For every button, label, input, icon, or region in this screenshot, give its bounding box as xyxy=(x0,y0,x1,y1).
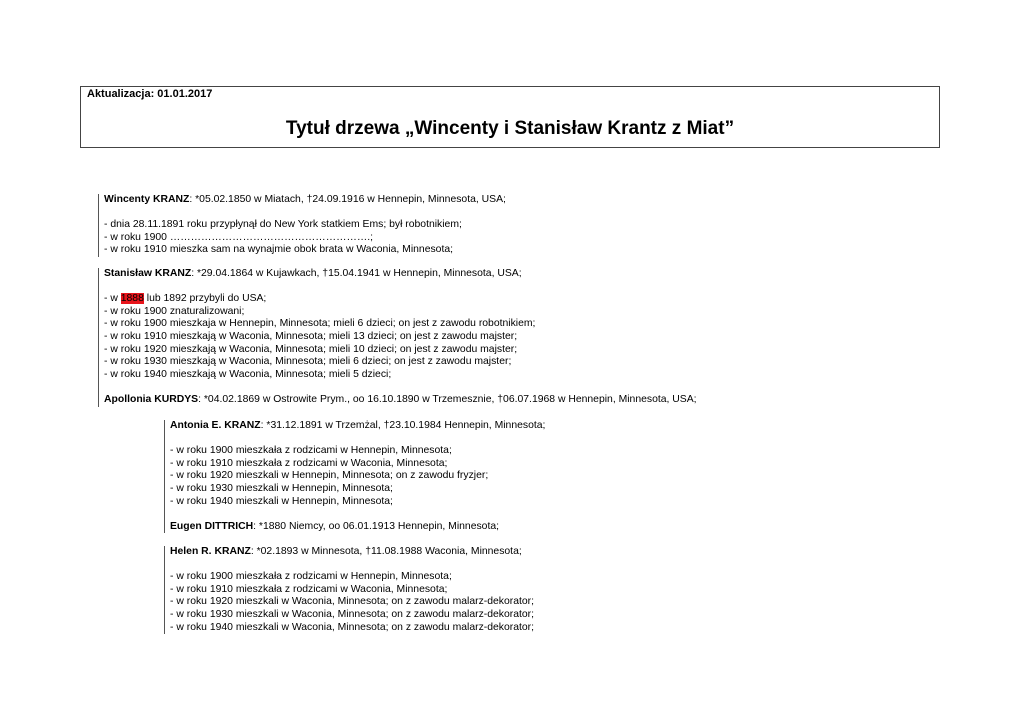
list-item: - w roku 1920 mieszkali w Waconia, Minnesota; on z zawodu malarz-dekorator; xyxy=(170,596,535,608)
list-item: - w roku 1910 mieszkała z rodzicami w Waconia, Minnesota; xyxy=(170,457,448,469)
spouse-name: Apollonia KURDYS xyxy=(104,393,199,405)
list-item-suffix: lub 1892 przybyli do USA; xyxy=(143,293,267,305)
header-box xyxy=(80,86,940,148)
person-entry-wincenty xyxy=(98,194,506,257)
person-name: Antonia E. KRANZ xyxy=(170,420,261,431)
spouse-info: : *04.02.1869 w Ostrowite Prym., oo 16.10.1890 w Trzemesznie, †06.07.1968 w Hennepin, Minnesota, USA; xyxy=(198,393,697,405)
list-item-prefix: - w xyxy=(104,293,121,305)
person-info: : *02.1893 w Minnesota, †11.08.1988 Waconia, Minnesota; xyxy=(250,546,522,557)
person-info: : *29.04.1864 w Kujawkach, †15.04.1941 w Hennepin, Minnesota, USA; xyxy=(191,268,522,279)
list-item: - w roku 1910 mieszkała z rodzicami w Waconia, Minnesota; xyxy=(170,583,448,595)
person-info: : *05.02.1850 w Miatach, †24.09.1916 w Hennepin, Minnesota, USA; xyxy=(189,194,506,205)
list-item: - w roku 1900 ………………………………………………….; xyxy=(104,231,374,243)
list-item: - w roku 1900 mieszkaja w Hennepin, Minnesota; mieli 6 dzieci; on jest z zawodu robotnikiem; xyxy=(104,318,536,330)
list-item: - w roku 1910 mieszkają w Waconia, Minnesota; mieli 13 dzieci; on jest z zawodu majster; xyxy=(104,330,518,342)
person-header xyxy=(104,268,697,281)
list-item: - w roku 1930 mieszkają w Waconia, Minnesota; mieli 6 dzieci; on jest z zawodu majster; xyxy=(104,356,512,368)
list-item: - w roku 1920 mieszkali w Hennepin, Minnesota; on z zawodu fryzjer; xyxy=(170,470,489,482)
list-item: - w roku 1900 mieszkała z rodzicami w Hennepin, Minnesota; xyxy=(170,571,452,583)
list-item: - w roku 1940 mieszkali w Waconia, Minnesota; on z zawodu malarz-dekorator; xyxy=(170,621,535,633)
spouse-name: Eugen DITTRICH xyxy=(170,520,254,532)
list-item: - w roku 1920 mieszkają w Waconia, Minnesota; mieli 10 dzieci; on jest z zawodu majster; xyxy=(104,343,518,355)
list-item: - w roku 1930 mieszkali w Waconia, Minnesota; on z zawodu malarz-dekorator; xyxy=(170,608,535,620)
person-entry-stanislaw xyxy=(98,268,697,407)
update-date: Aktualizacja: 01.01.2017 xyxy=(87,88,213,100)
list-item: - w roku 1930 mieszkali w Hennepin, Minnesota; xyxy=(170,482,393,494)
person-info: : *31.12.1891 w Trzemżal, †23.10.1984 Hennepin, Minnesota; xyxy=(260,420,546,431)
spouse-line xyxy=(170,521,545,534)
list-item xyxy=(104,293,697,306)
spouse-line xyxy=(104,394,697,407)
list-item: - w roku 1900 mieszkała z rodzicami w Hennepin, Minnesota; xyxy=(170,445,452,457)
page-title: Tytuł drzewa „Wincenty i Stanisław Krantz z Miat” xyxy=(285,118,735,139)
spouse-info: : *1880 Niemcy, oo 06.01.1913 Hennepin, Minnesota; xyxy=(253,520,500,532)
list-item: - w roku 1940 mieszkają w Waconia, Minnesota; mieli 5 dzieci; xyxy=(104,368,392,380)
list-item: - w roku 1900 znaturalizowani; xyxy=(104,305,245,317)
list-item: - w roku 1910 mieszka sam na wynajmie obok brata w Waconia, Minnesota; xyxy=(104,244,454,256)
list-item: - w roku 1940 mieszkali w Hennepin, Minnesota; xyxy=(170,495,393,507)
person-entry-helen xyxy=(164,546,534,634)
highlighted-year: 1888 xyxy=(120,293,144,305)
person-header xyxy=(170,546,534,559)
person-name: Helen R. KRANZ xyxy=(170,546,251,557)
person-name: Wincenty KRANZ xyxy=(104,194,190,205)
person-header xyxy=(170,420,545,433)
person-entry-antonia xyxy=(164,420,545,533)
list-item: - dnia 28.11.1891 roku przypłynął do New York statkiem Ems; był robotnikiem; xyxy=(104,219,462,231)
person-name: Stanisław KRANZ xyxy=(104,268,192,279)
person-header xyxy=(104,194,506,207)
